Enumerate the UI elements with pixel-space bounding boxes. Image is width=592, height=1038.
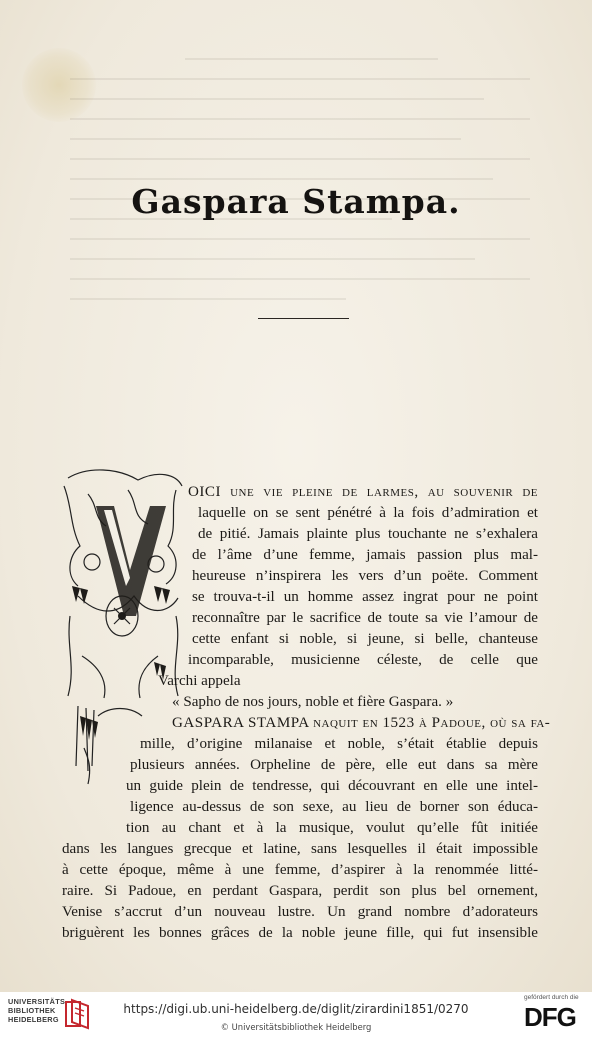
body-line: de l’âme d’une femme, jamais passion plus mal- — [192, 547, 538, 563]
library-name-line: BIBLIOTHEK — [8, 1005, 56, 1015]
funder-caption: gefördert durch die — [524, 994, 579, 1001]
viewer-footer — [0, 992, 592, 1038]
body-line: Varchi appela — [158, 673, 241, 689]
body-line: ligence au-dessus de son sexe, au lieu de borner son éduca- — [130, 799, 538, 815]
body-line: un guide plein de tendresse, qui découvrant en elle une intel- — [126, 778, 538, 794]
library-name-line: UNIVERSITÄTS- — [8, 997, 68, 1006]
copyright-notice: © Universitätsbibliothek Heidelberg — [220, 1022, 372, 1032]
body-line: reconnaître par le sacrifice de toute sa vie l’amour de — [192, 610, 538, 626]
body-line: cette enfant si noble, si jeune, si belle, chanteuse — [192, 631, 538, 647]
body-line: à cette époque, même à une femme, d’aspirer à la renommée litté- — [62, 862, 538, 878]
body-line: heureuse n’inspirera les vers d’un poëte. Comment — [192, 568, 538, 584]
title-rule — [258, 318, 349, 319]
body-line: tion au chant et à la musique, voulut qu’elle fût initiée — [126, 820, 538, 836]
library-name-line: HEIDELBERG — [8, 1014, 59, 1024]
body-line: laquelle on se sent pénétré à la fois d’admiration et — [198, 505, 538, 521]
body-line-text: GASPARA STAMPA naquit en 1523 à Padoue, où sa fa- — [172, 715, 551, 731]
page-title: Gaspara Stampa. — [131, 182, 461, 221]
body-line: incomparable, musicienne céleste, de celle que — [188, 652, 538, 668]
body-line-text: OICI une vie pleine de larmes, au souvenir de — [188, 484, 538, 500]
body-line — [172, 713, 551, 733]
body-line: Venise s’accrut d’un nouveau lustre. Un grand nombre d’adorateurs — [62, 904, 538, 920]
dfg-logo[interactable]: DFG — [524, 1002, 576, 1032]
body-line: se trouva-t-il un homme assez ingrat pour ne point — [192, 589, 538, 605]
body-line: briguèrent les bonnes grâces de la noble jeune fille, qui fut insensible — [62, 925, 538, 941]
body-line: raire. Si Padoue, en perdant Gaspara, perdit son plus bel ornement, — [62, 883, 538, 899]
body-line: de pitié. Jamais plainte plus touchante ne s’exhalera — [198, 526, 538, 542]
body-line: mille, d’origine milanaise et noble, s’était établie depuis — [140, 736, 538, 752]
body-line: plusieurs années. Orpheline de père, elle eut dans sa mère — [130, 757, 538, 773]
body-line: « Sapho de nos jours, noble et fière Gaspara. » — [172, 694, 454, 710]
body-line — [188, 482, 538, 502]
permalink-url[interactable]: https://digi.ub.uni-heidelberg.de/diglit/zirardini1851/0270 — [123, 1002, 469, 1016]
body-line: dans les langues grecque et latine, sans lesquelles il était impossible — [62, 841, 538, 857]
